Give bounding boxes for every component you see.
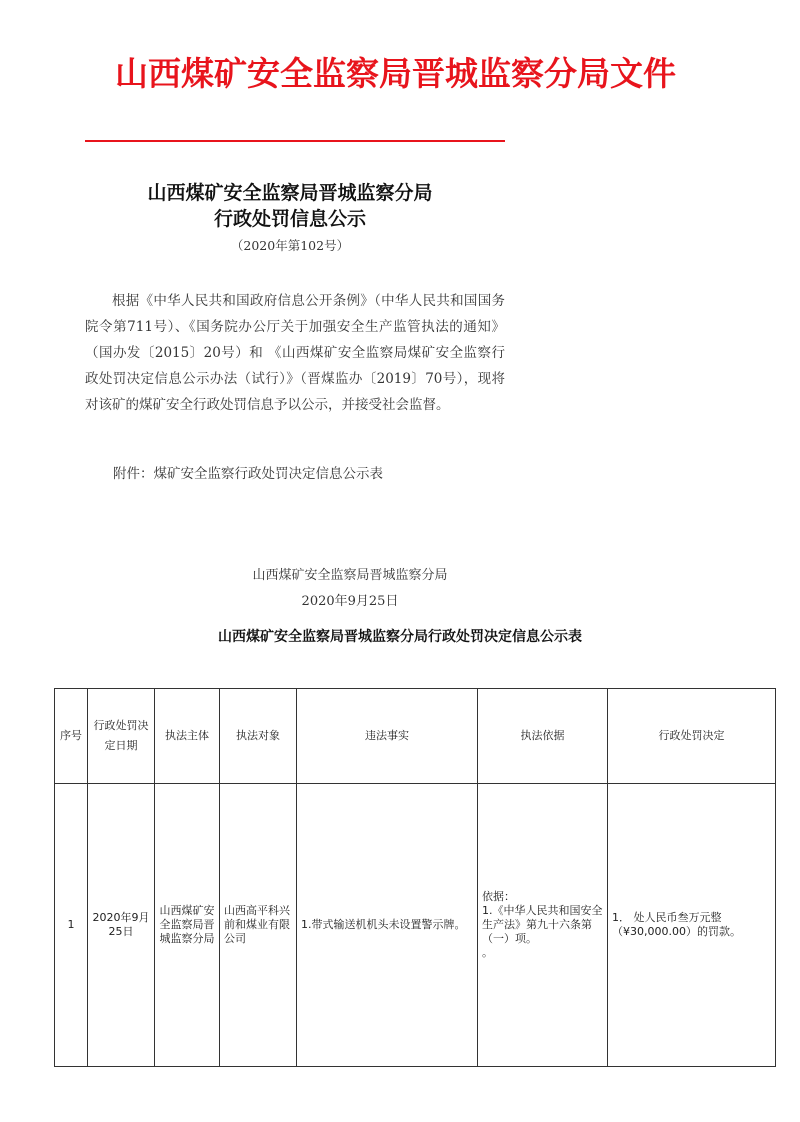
attachment-line: 附件：煤矿安全监察行政处罚决定信息公示表 [113, 466, 383, 482]
header-enforcement-target: 执法对象 [220, 689, 297, 784]
basis-label: 依据： [482, 890, 515, 903]
table-header-row [55, 689, 776, 784]
cell-serial-no: 1 [55, 784, 88, 1067]
notice-title-line1: 山西煤矿安全监察局晋城监察分局 [147, 182, 433, 204]
signer-organization: 山西煤矿安全监察局晋城监察分局 [252, 568, 448, 583]
header-decision-date: 行政处罚决定日期 [88, 689, 155, 784]
header-violation-facts: 违法事实 [297, 689, 478, 784]
cell-enforcement-authority: 山西煤矿安全监察局晋城监察分局 [155, 784, 220, 1067]
header-penalty-decision: 行政处罚决定 [608, 689, 776, 784]
document-number: （2020年第102号） [230, 238, 350, 253]
table-title: 山西煤矿安全监察局晋城监察分局行政处罚决定信息公示表 [218, 629, 582, 645]
table-row [55, 784, 776, 1067]
cell-penalty-decision: 1． 处人民币叁万元整（¥30,000.00）的罚款。 [608, 784, 776, 1067]
header-serial-no: 序号 [55, 689, 88, 784]
notice-body-paragraph: 根据《中华人民共和国政府信息公开条例》（中华人民共和国国务院令第711号）、《国务院办公厅关于加强安全生产监管执法的通知》（国办发〔2015〕20号）和 《山西煤矿安全监察局煤矿安全监察行政处罚决定信息公示办法（试行）》（晋煤监办〔2019〕70号），现将对该矿的煤矿安全行政处罚信息予以公示，并接受社会监督。 [85, 293, 505, 413]
basis-end: 。 [482, 946, 493, 959]
red-divider-line [85, 140, 505, 142]
cell-decision-date: 2020年9月25日 [88, 784, 155, 1067]
document-red-header: 山西煤矿安全监察局晋城监察分局文件 [115, 54, 676, 93]
signature-date: 2020年9月25日 [301, 594, 399, 609]
cell-legal-basis [478, 784, 608, 1067]
notice-title-line2: 行政处罚信息公示 [213, 208, 366, 230]
header-enforcement-authority: 执法主体 [155, 689, 220, 784]
cell-violation-facts: 1.带式输送机机头未设置警示牌。 [297, 784, 478, 1067]
header-legal-basis: 执法依据 [478, 689, 608, 784]
penalty-info-table [54, 688, 776, 1067]
cell-enforcement-target: 山西高平科兴前和煤业有限公司 [220, 784, 297, 1067]
basis-item: 1.《中华人民共和国安全生产法》第九十六条第（一）项。 [482, 904, 603, 945]
